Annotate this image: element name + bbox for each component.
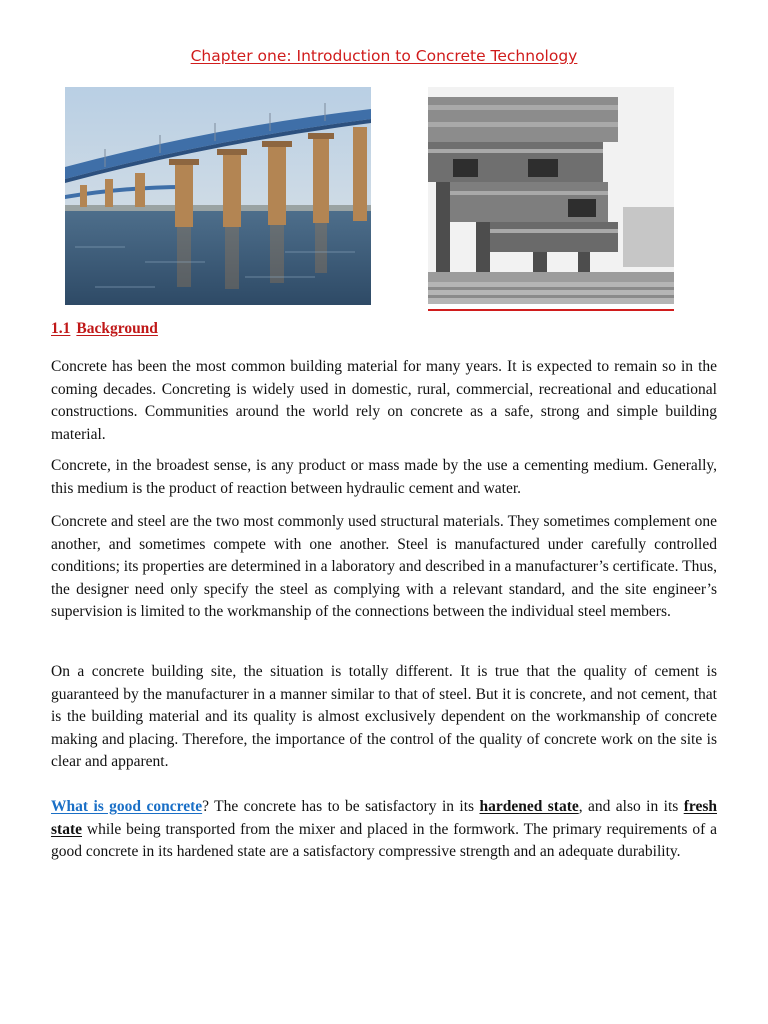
section-number: 1.1 xyxy=(51,320,71,337)
hardened-state-term: hardened state xyxy=(479,798,579,815)
paragraph-4: On a concrete building site, the situation is totally different. It is true that the quality of cement is guaranteed by the manufacturer in a manner similar to that of steel. But it is concrete, and not cement, that is the building material and its quality is almost exclusively dependent on the workmanship of concrete making and placing. Therefore, the importance of the control of the quality of concrete work on the site is clear and apparent. xyxy=(51,663,717,770)
paragraph-5-text-2: , and also in its xyxy=(578,798,684,815)
bridge-photo xyxy=(65,87,371,305)
paragraph-5-text-1: ? The concrete has to be satisfactory in its xyxy=(202,798,480,815)
building-photo xyxy=(428,87,674,304)
section-heading xyxy=(51,320,158,338)
image-divider-line xyxy=(428,309,674,311)
chapter-title: Chapter one: Introduction to Concrete Technology xyxy=(190,47,578,65)
paragraph-2: Concrete, in the broadest sense, is any product or mass made by the use a cementing medium. Generally, this medium is the product of reaction between hydraulic cement and water. xyxy=(51,457,717,497)
fresh-state-term: fresh state xyxy=(51,798,717,838)
paragraph-1: Concrete has been the most common building material for many years. It is expected to remain so in the coming decades. Concreting is widely used in domestic, rural, commercial, recreational and educational constructions. Communities around the world rely on concrete as a safe, strong and simple building material. xyxy=(51,358,717,443)
good-concrete-link[interactable]: What is good concrete xyxy=(51,798,203,815)
paragraph-5-text-3: while being transported from the mixer and placed in the formwork. The primary requirements of a good concrete in its hardened state are a satisfactory compressive strength and an adequate durability. xyxy=(51,820,717,860)
paragraph-3: Concrete and steel are the two most commonly used structural materials. They sometimes complement one another, and sometimes compete with one another. Steel is manufactured under carefully controlled conditions; its properties are determined in a laboratory and described in a manufacturer’s certificate. Thus, the designer need only specify the steel as complying with a relevant standard, and the site engineer’s supervision is limited to the workmanship of the connections between the individual steel members. xyxy=(51,513,717,620)
section-title: Background xyxy=(76,320,158,337)
paragraph-5 xyxy=(51,796,717,864)
